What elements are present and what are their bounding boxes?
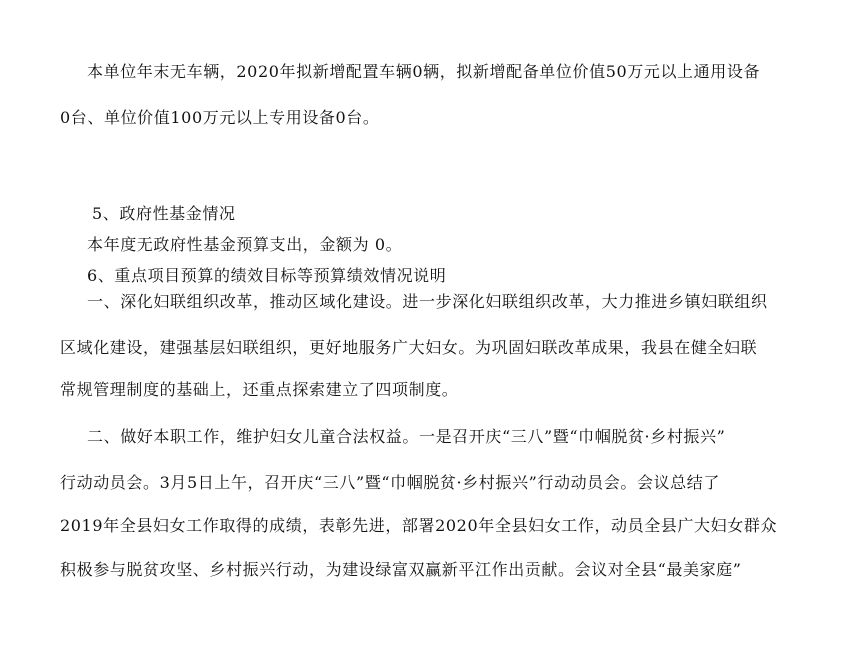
paragraph-vehicles-line-1: 本单位年末无车辆，2020年拟新增配置车辆0辆，拟新增配备单位价值50万元以上通用设备: [87, 62, 761, 81]
section-heading-government-fund: 5、政府性基金情况: [92, 204, 236, 223]
paragraph-reform-line-3: 常规管理制度的基础上，还重点探索建立了四项制度。: [60, 380, 459, 399]
paragraph-government-fund: 本年度无政府性基金预算支出，金额为 0。: [87, 235, 403, 254]
paragraph-rights-line-4: 积极参与脱贫攻坚、乡村振兴行动，为建设绿富双赢新平江作出贡献。会议对全县“最美家庭”: [60, 560, 742, 579]
section-heading-performance: 6、重点项目预算的绩效目标等预算绩效情况说明: [87, 266, 447, 285]
paragraph-rights-line-2: 行动动员会。3月5日上午，召开庆“三八”暨“巾帼脱贫·乡村振兴”行动动员会。会议总结了: [60, 473, 720, 492]
paragraph-rights-line-3: 2019年全县妇女工作取得的成绩，表彰先进，部署2020年全县妇女工作，动员全县广大妇女群众: [60, 516, 778, 535]
paragraph-rights-line-1: 二、做好本职工作，维护妇女儿童合法权益。一是召开庆“三八”暨“巾帼脱贫·乡村振兴”: [87, 427, 726, 446]
paragraph-reform-line-2: 区域化建设，建强基层妇联组织，更好地服务广大妇女。为巩固妇联改革成果，我县在健全妇联: [60, 338, 758, 357]
paragraph-reform-line-1: 一、深化妇联组织改革，推动区域化建设。进一步深化妇联组织改革，大力推进乡镇妇联组织: [87, 292, 768, 311]
paragraph-vehicles-line-2: 0台、单位价值100万元以上专用设备0台。: [60, 108, 380, 127]
